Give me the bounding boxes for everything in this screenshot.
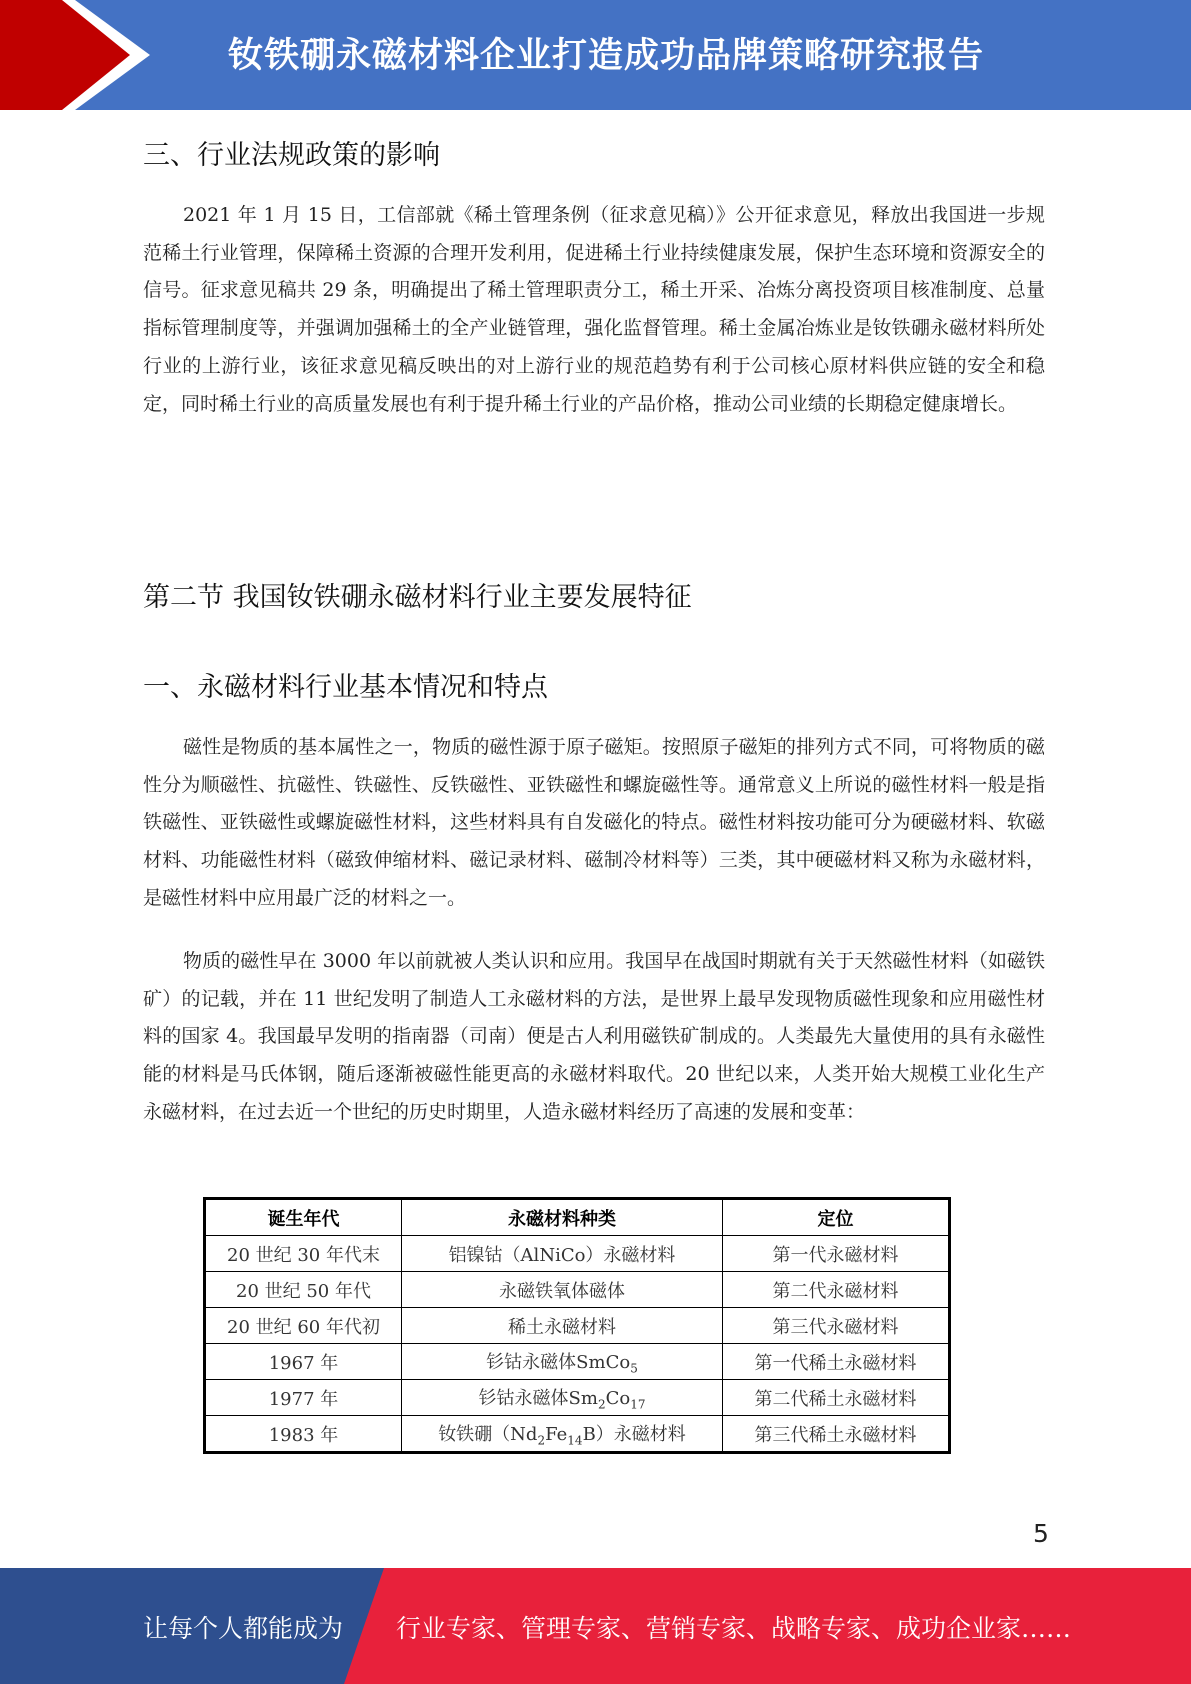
- formula-subscript: 17: [630, 1397, 646, 1412]
- formula-text: 钕铁硼（Nd: [438, 1423, 538, 1445]
- formula-subscript: 2: [537, 1433, 546, 1448]
- footer-banner: [0, 1568, 1191, 1684]
- table-row: [205, 1308, 950, 1344]
- table-cell-position: 第一代稀土永磁材料: [723, 1344, 950, 1380]
- formula-subscript: 2: [597, 1397, 606, 1412]
- table-cell-position: 第三代稀土永磁材料: [723, 1416, 950, 1453]
- footer-slogan-left: 让每个人都能成为: [143, 1614, 344, 1643]
- table-cell-era: 20 世纪 30 年代末: [205, 1236, 402, 1272]
- table-cell-type: [402, 1344, 723, 1380]
- section-paragraph: 物质的磁性早在 3000 年以前就被人类认识和应用。我国早在战国时期就有关于天然磁性材料（如磁铁矿）的记载，并在 11 世纪发明了制造人工永磁材料的方法，是世界上最早发现物质磁性现象和应用磁性材料的国家 4。我国最早发明的指南器（司南）便是古人利用磁铁矿制成的。人类最先大量使用的具有永磁性能的材料是马氏体钢，随后逐渐被磁性能更高的永磁材料取代。20 世纪以来，人类开始大规模工业化生产永磁材料，在过去近一个世纪的历史时期里，人造永磁材料经历了高速的发展和变革：: [143, 950, 1045, 1123]
- header-banner: [0, 0, 1191, 110]
- formula-text: B）永磁材料: [582, 1423, 686, 1445]
- table-header-row: [205, 1199, 950, 1236]
- formula-text: 钐钴永磁体Sm: [478, 1387, 598, 1409]
- table-cell-position: 第二代永磁材料: [723, 1272, 950, 1308]
- table-cell-type: 永磁铁氧体磁体: [402, 1272, 723, 1308]
- chapter-heading: 第二节 我国钕铁硼永磁材料行业主要发展特征: [143, 582, 692, 613]
- table-cell-era: 20 世纪 50 年代: [205, 1272, 402, 1308]
- section-heading: 一、永磁材料行业基本情况和特点: [143, 672, 548, 703]
- formula-text: Co: [605, 1387, 631, 1409]
- table-cell-era: 1983 年: [205, 1416, 402, 1453]
- section-paragraph: 2021 年 1 月 15 日，工信部就《稀土管理条例（征求意见稿）》公开征求意见，释放出我国进一步规范稀土行业管理，保障稀土资源的合理开发利用，促进稀土行业持续健康发展，保护生态环境和资源安全的信号。征求意见稿共 29 条，明确提出了稀土管理职责分工，稀土开采、冶炼分离投资项目核准制度、总量指标管理制度等，并强调加强稀土的全产业链管理，强化监督管理。稀土金属冶炼业是钕铁硼永磁材料所处行业的上游行业，该征求意见稿反映出的对上游行业的规范趋势有利于公司核心原材料供应链的安全和稳定，同时稀土行业的高质量发展也有利于提升稀土行业的产品价格，推动公司业绩的长期稳定健康增长。: [143, 204, 1045, 415]
- table-cell-type: 稀土永磁材料: [402, 1308, 723, 1344]
- formula-text: Fe: [545, 1423, 568, 1445]
- table-cell-type: 铝镍钴（AlNiCo）永磁材料: [402, 1236, 723, 1272]
- table-cell-type: [402, 1416, 723, 1453]
- table-cell-type: [402, 1380, 723, 1416]
- table-header-cell: 诞生年代: [205, 1199, 402, 1236]
- table-cell-position: 第二代稀土永磁材料: [723, 1380, 950, 1416]
- table-row: [205, 1416, 950, 1453]
- formula-subscript: 5: [630, 1361, 638, 1376]
- magnet-history-table: [203, 1197, 951, 1454]
- table-row: [205, 1344, 950, 1380]
- section-paragraph: 磁性是物质的基本属性之一，物质的磁性源于原子磁矩。按照原子磁矩的排列方式不同，可将物质的磁性分为顺磁性、抗磁性、铁磁性、反铁磁性、亚铁磁性和螺旋磁性等。通常意义上所说的磁性材料一般是指铁磁性、亚铁磁性或螺旋磁性材料，这些材料具有自发磁化的特点。磁性材料按功能可分为硬磁材料、软磁材料、功能磁性材料（磁致伸缩材料、磁记录材料、磁制冷材料等）三类，其中硬磁材料又称为永磁材料，是磁性材料中应用最广泛的材料之一。: [143, 736, 1045, 909]
- formula-subscript: 14: [567, 1433, 583, 1448]
- page-number: 5: [1033, 1519, 1049, 1548]
- table-header-cell: 永磁材料种类: [402, 1199, 723, 1236]
- table-cell-era: 1967 年: [205, 1344, 402, 1380]
- table-cell-era: 1977 年: [205, 1380, 402, 1416]
- document-title: 钕铁硼永磁材料企业打造成功品牌策略研究报告: [228, 36, 985, 76]
- footer-slogan-right: 行业专家、管理专家、营销专家、战略专家、成功企业家……: [396, 1614, 1072, 1643]
- table-cell-era: 20 世纪 60 年代初: [205, 1308, 402, 1344]
- table-row: [205, 1236, 950, 1272]
- header-arrow-decoration: [0, 0, 160, 110]
- table-header-cell: 定位: [723, 1199, 950, 1236]
- table-cell-position: 第三代永磁材料: [723, 1308, 950, 1344]
- table-cell-position: 第一代永磁材料: [723, 1236, 950, 1272]
- table-row: [205, 1380, 950, 1416]
- formula-text: 钐钴永磁体SmCo: [486, 1351, 631, 1373]
- table-row: [205, 1272, 950, 1308]
- section-heading: 三、行业法规政策的影响: [143, 140, 440, 171]
